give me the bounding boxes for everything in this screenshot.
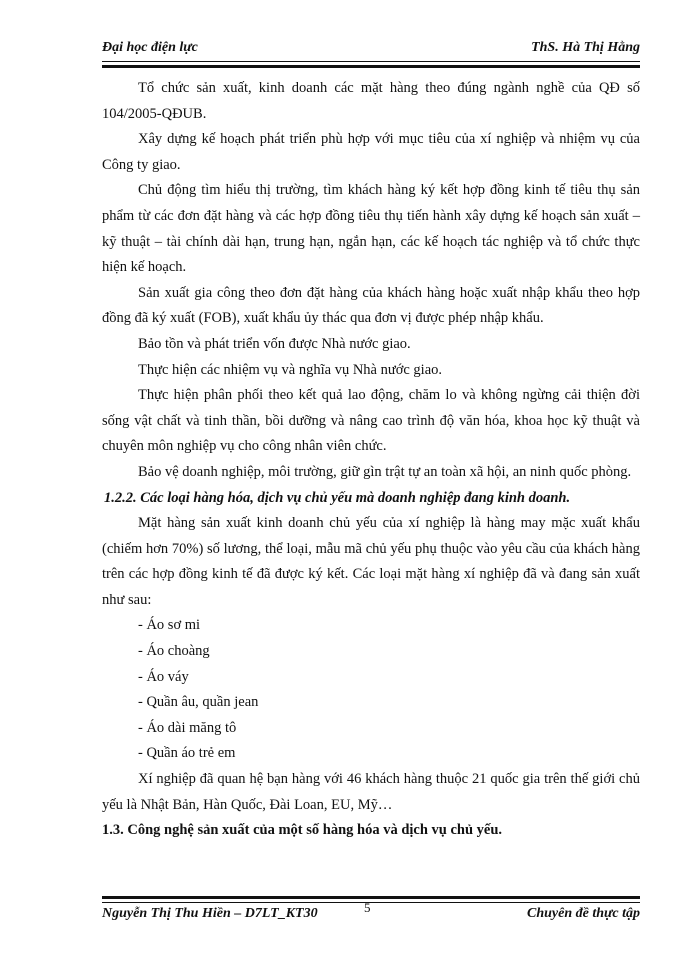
document-body <box>102 76 640 844</box>
paragraph: Tổ chức sản xuất, kinh doanh các mặt hàng theo đúng ngành nghề của QĐ số 104/2005-QĐUB. <box>102 80 640 122</box>
section-heading-1-2-2: 1.2.2. Các loại hàng hóa, dịch vụ chủ yếu mà doanh nghiệp đang kinh doanh. <box>104 489 571 506</box>
paragraph: Bảo tồn và phát triển vốn được Nhà nước giao. <box>138 335 411 352</box>
paragraph: Bảo vệ doanh nghiệp, môi trường, giữ gìn trật tự an toàn xã hội, an ninh quốc phòng. <box>138 463 632 480</box>
list-item: - Quần áo trẻ em <box>138 745 236 762</box>
section-heading-1-3: 1.3. Công nghệ sản xuất của một số hàng hóa và dịch vụ chủ yếu. <box>102 822 503 839</box>
header-left: Đại học điện lực <box>102 40 198 55</box>
list-item: - Quần âu, quần jean <box>138 694 259 711</box>
list-item: - Áo dài măng tô <box>138 719 237 736</box>
page-header <box>102 40 640 60</box>
paragraph: Sản xuất gia công theo đơn đặt hàng của khách hàng hoặc xuất nhập khẩu theo hợp đồng đã ký xuất (FOB), xuất khẩu ủy thác qua đơn vị được phép nhập khẩu. <box>102 284 640 327</box>
page-footer <box>102 900 640 926</box>
header-rule <box>102 61 640 68</box>
list-item: - Áo váy <box>138 668 189 685</box>
footer-right: Chuyên đề thực tập <box>526 906 640 921</box>
header-right: ThS. Hà Thị Hằng <box>531 40 640 55</box>
list-item: - Áo choàng <box>138 643 210 660</box>
list-item: - Áo sơ mi <box>138 617 201 634</box>
footer-left: Nguyễn Thị Thu Hiền – D7LT_KT30 <box>102 906 318 921</box>
page-number: 5 <box>364 900 371 915</box>
footer-rule <box>102 896 640 903</box>
paragraph: Thực hiện phân phối theo kết quả lao động, chăm lo và không ngừng cải thiện đời sống vật chất và tinh thần, bồi dưỡng và nâng cao trình độ văn hóa, khoa học kỹ thuật và chuyên môn nghiệp vụ cho công nhân viên chức. <box>102 387 640 455</box>
paragraph: Chủ động tìm hiểu thị trường, tìm khách hàng ký kết hợp đồng kinh tế tiêu thụ sản phẩm từ các đơn đặt hàng và các hợp đồng tiêu thụ tiến hành xây dựng kế hoạch sản xuất – kỹ thuật – tài chính dài hạn, trung hạn, ngắn hạn, các kế hoạch tác nghiệp và tổ chức thực hiện kế hoạch. <box>102 182 640 276</box>
paragraph: Xí nghiệp đã quan hệ bạn hàng với 46 khách hàng thuộc 21 quốc gia trên thế giới chủ yếu là Nhật Bản, Hàn Quốc, Đài Loan, EU, Mỹ… <box>102 771 640 813</box>
paragraph: Xây dựng kế hoạch phát triển phù hợp với mục tiêu của xí nghiệp và nhiệm vụ của Công ty giao. <box>102 131 640 173</box>
paragraph: Thực hiện các nhiệm vụ và nghĩa vụ Nhà nước giao. <box>138 361 443 378</box>
paragraph: Mặt hàng sản xuất kinh doanh chủ yếu của xí nghiệp là hàng may mặc xuất khẩu (chiếm hơn 70%) số lương, thể loại, mẫu mã chủ yếu phụ thuộc vào yêu cầu của khách hàng trên các hợp đồng kinh tế đã được ký kết. Các loại mặt hàng xí nghiệp đã và đang sản xuất như sau: <box>102 515 640 608</box>
